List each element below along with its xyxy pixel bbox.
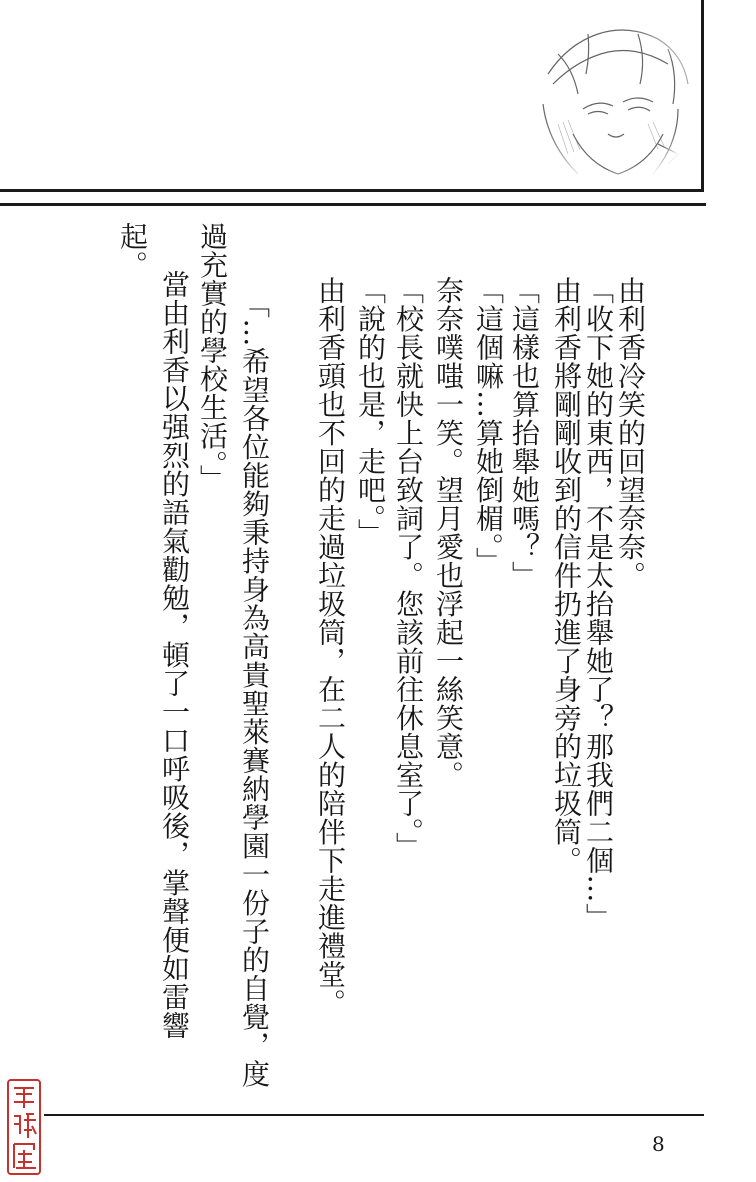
- seal-stamp-icon: [6, 1078, 42, 1176]
- text-column-13: 起。: [116, 222, 149, 279]
- text-column-2: 「收下她的東西，不是太抬舉她了？那我們二個…」: [582, 276, 615, 932]
- text-column-5: 「這個嘛…算她倒楣。」: [472, 276, 505, 576]
- text-column-6: 奈奈噗嗤一笑。望月愛也浮起一絲笑意。: [432, 276, 465, 789]
- text-column-8: 「說的也是，走吧。」: [354, 276, 387, 547]
- text-column-7: 「校長就快上台致詞了。您該前往休息室了。」: [392, 276, 425, 861]
- text-column-4: 「這樣也算抬舉她嗎？」: [508, 276, 541, 590]
- text-column-10: 「…希望各位能夠秉持身為高貴聖萊賽納學園一份子的自覺，度: [238, 290, 271, 1088]
- text-column-12: 當由利香以强烈的語氣勸勉，頓了一口呼吸後，掌聲便如雷響: [158, 270, 191, 1040]
- text-column-11: 過充實的學校生活。」: [196, 222, 229, 493]
- header-rule: [0, 203, 706, 206]
- footer-rule: [44, 1114, 704, 1116]
- header-illustration-icon: [528, 14, 698, 184]
- text-column-1: 由利香冷笑的回望奈奈。: [614, 276, 647, 590]
- text-column-3: 由利香將剛剛收到的信件扔進了身旁的垃圾筒。: [550, 276, 583, 875]
- page-number: 8: [652, 1132, 665, 1156]
- text-column-9: 由利香頭也不回的走過垃圾筒，在二人的陪伴下走進禮堂。: [314, 276, 347, 1017]
